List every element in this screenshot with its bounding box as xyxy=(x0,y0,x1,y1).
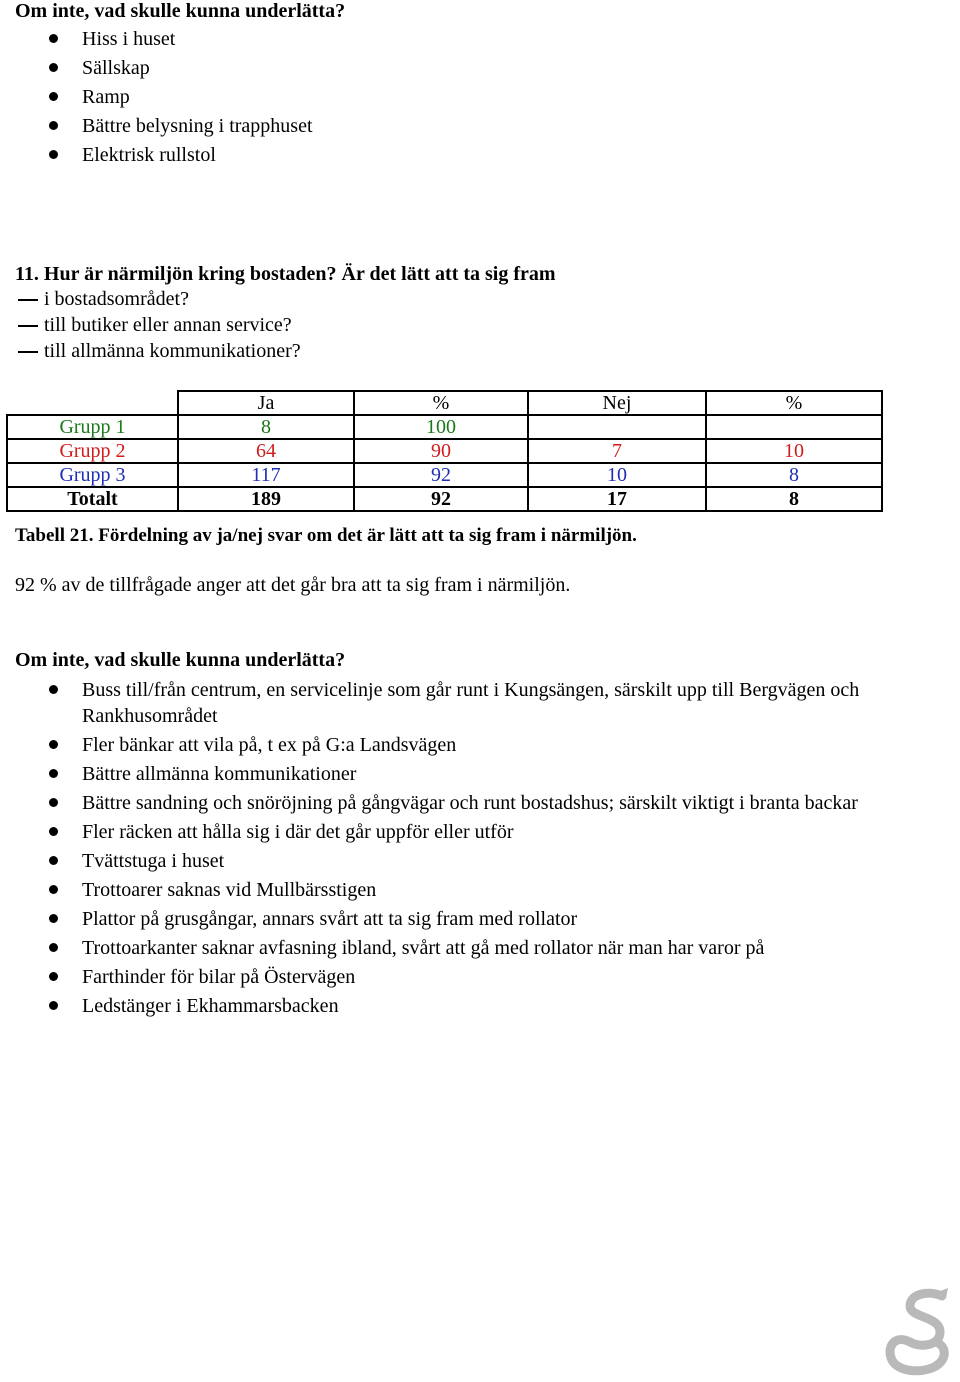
table-row xyxy=(7,415,882,439)
list-item-text: Farthinder för bilar på Östervägen xyxy=(82,966,356,988)
list-item xyxy=(0,819,900,845)
section1-list xyxy=(0,26,900,168)
table-cell: 10 xyxy=(528,463,706,487)
list-item xyxy=(0,142,900,168)
list-item xyxy=(0,790,900,816)
list-item-text: Ramp xyxy=(82,86,130,108)
list-item xyxy=(0,732,900,758)
results-table xyxy=(6,390,883,512)
subitem-text: till allmänna kommunikationer? xyxy=(44,340,301,362)
list-item xyxy=(0,677,900,729)
list-item xyxy=(0,906,900,932)
table-row-total xyxy=(7,487,882,511)
table-cell: 92 xyxy=(354,487,528,511)
table-cell: 8 xyxy=(178,415,354,439)
bullet-icon xyxy=(49,92,58,101)
list-item-text: Trottoarkanter saknar avfasning ibland, svårt att gå med rollator när man har varor på xyxy=(82,937,765,959)
bullet-icon xyxy=(49,885,58,894)
bullet-icon xyxy=(49,63,58,72)
question-subitem xyxy=(15,288,189,311)
bullet-icon xyxy=(49,740,58,749)
table-cell: 8 xyxy=(706,463,882,487)
table-caption: Tabell 21. Fördelning av ja/nej svar om det är lätt att ta sig fram i närmiljön. xyxy=(15,525,637,546)
list-item xyxy=(0,877,900,903)
table-header-cell: Ja xyxy=(178,391,354,415)
list-item xyxy=(0,935,900,961)
subitem-text: till butiker eller annan service? xyxy=(44,314,292,336)
table-cell xyxy=(528,415,706,439)
bullet-icon xyxy=(49,685,58,694)
swirl-logo-icon xyxy=(880,1286,956,1378)
table-header-cell xyxy=(7,391,178,415)
dash-icon xyxy=(18,351,38,353)
list-item xyxy=(0,113,900,139)
bullet-icon xyxy=(49,1001,58,1010)
list-item xyxy=(0,55,900,81)
bullet-icon xyxy=(49,34,58,43)
list-item-text: Fler bänkar att vila på, t ex på G:a Landsvägen xyxy=(82,734,457,756)
bullet-icon xyxy=(49,856,58,865)
bullet-icon xyxy=(49,827,58,836)
summary-text: 92 % av de tillfrågade anger att det går bra att ta sig fram i närmiljön. xyxy=(15,574,571,596)
table-cell: 8 xyxy=(706,487,882,511)
table-cell: 64 xyxy=(178,439,354,463)
section2-list xyxy=(0,677,900,1019)
bullet-icon xyxy=(49,150,58,159)
list-item-text: Bättre belysning i trapphuset xyxy=(82,115,313,137)
list-item-text: Bättre sandning och snöröjning på gångvägar och runt bostadshus; särskilt viktigt i branta backar xyxy=(82,792,858,814)
list-item-text: Tvättstuga i huset xyxy=(82,850,225,872)
subitem-text: i bostadsområdet? xyxy=(44,288,189,310)
table-cell: 90 xyxy=(354,439,528,463)
table-cell-label: Grupp 2 xyxy=(7,439,178,463)
bullet-icon xyxy=(49,943,58,952)
list-item-text: Sällskap xyxy=(82,57,150,79)
section2-heading: Om inte, vad skulle kunna underlätta? xyxy=(15,649,346,671)
table-cell: 10 xyxy=(706,439,882,463)
list-item xyxy=(0,84,900,110)
bullet-icon xyxy=(49,914,58,923)
list-item-text: Elektrisk rullstol xyxy=(82,144,216,166)
table-cell xyxy=(706,415,882,439)
table-cell: 17 xyxy=(528,487,706,511)
question-title: 11. Hur är närmiljön kring bostaden? Är det lätt att ta sig fram xyxy=(15,263,556,285)
table-header-cell: % xyxy=(706,391,882,415)
list-item xyxy=(0,848,900,874)
table-cell-label: Grupp 1 xyxy=(7,415,178,439)
list-item-text: Plattor på grusgångar, annars svårt att ta sig fram med rollator xyxy=(82,908,578,930)
table-cell: 92 xyxy=(354,463,528,487)
table-cell: 117 xyxy=(178,463,354,487)
question-subitem xyxy=(15,314,292,337)
question-subitem xyxy=(15,340,301,363)
bullet-icon xyxy=(49,769,58,778)
list-item xyxy=(0,26,900,52)
table-cell: 7 xyxy=(528,439,706,463)
table-header-cell: % xyxy=(354,391,528,415)
table-cell: 189 xyxy=(178,487,354,511)
list-item xyxy=(0,964,900,990)
list-item-text: Trottoarer saknas vid Mullbärsstigen xyxy=(82,879,377,901)
bullet-icon xyxy=(49,798,58,807)
table-row xyxy=(7,439,882,463)
table-cell-label: Totalt xyxy=(7,487,178,511)
table-row xyxy=(7,463,882,487)
list-item-text: Bättre allmänna kommunikationer xyxy=(82,763,357,785)
list-item-text: Ledstänger i Ekhammarsbacken xyxy=(82,995,339,1017)
list-item-text: Buss till/från centrum, en servicelinje som går runt i Kungsängen, särskilt upp till Bergvägen och Rankhusområdet xyxy=(82,679,860,727)
table-header-row xyxy=(7,391,882,415)
list-item xyxy=(0,993,900,1019)
list-item-text: Hiss i huset xyxy=(82,28,176,50)
dash-icon xyxy=(18,325,38,327)
bullet-icon xyxy=(49,121,58,130)
table-cell: 100 xyxy=(354,415,528,439)
bullet-icon xyxy=(49,972,58,981)
section1-heading: Om inte, vad skulle kunna underlätta? xyxy=(15,0,346,22)
table-cell-label: Grupp 3 xyxy=(7,463,178,487)
dash-icon xyxy=(18,299,38,301)
list-item-text: Fler räcken att hålla sig i där det går uppför eller utför xyxy=(82,821,514,843)
table-header-cell: Nej xyxy=(528,391,706,415)
list-item xyxy=(0,761,900,787)
